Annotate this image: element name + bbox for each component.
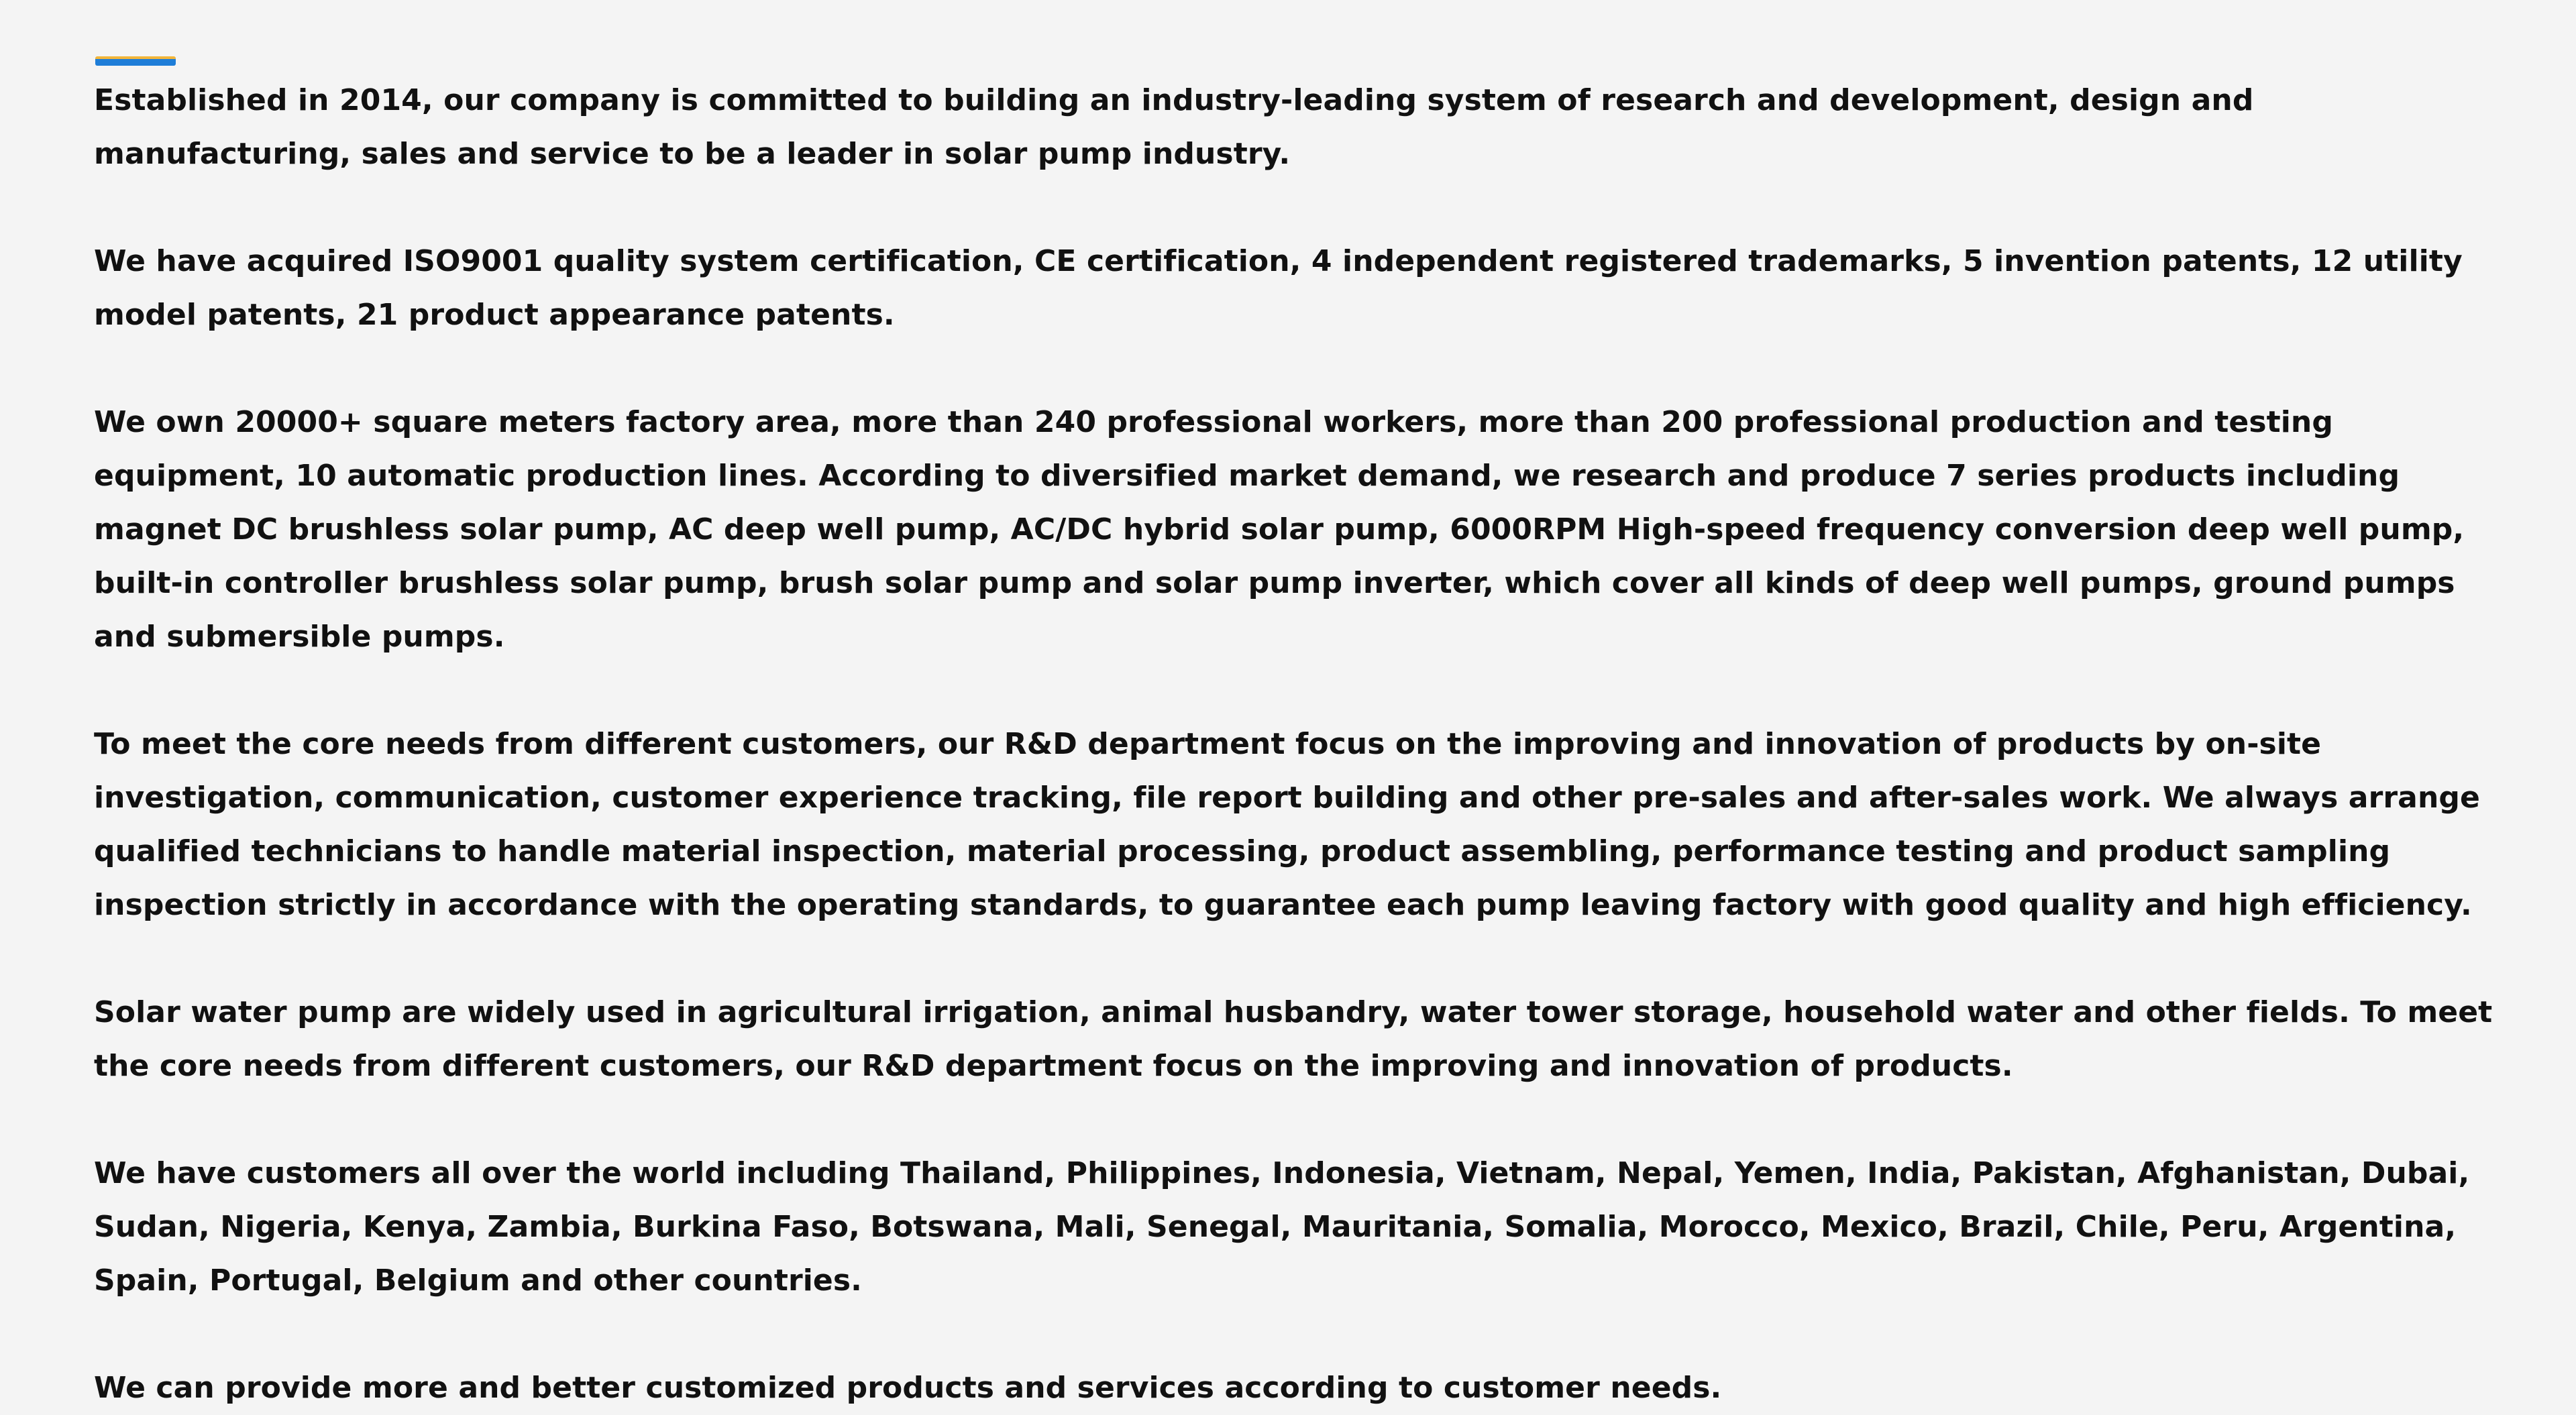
paragraph-established: Established in 2014, our company is committed to building an industry-leading system of research and development, design and manufacturing, sales and service to be a leader in solar pump industry.	[94, 83, 2254, 171]
company-description	[94, 74, 2512, 1415]
paragraph-applications: Solar water pump are widely used in agricultural irrigation, animal husbandry, water tower storage, household water and other fields. To meet the core needs from different customers, our R&D department focus on the improving and innovation of products.	[94, 995, 2493, 1083]
paragraph-global-customers: We have customers all over the world including Thailand, Philippines, Indonesia, Vietnam, Nepal, Yemen, India, Pakistan, Afghanistan, Dubai, Sudan, Nigeria, Kenya, Zambia, Burkina Faso, Botswana, Mali, Senegal, Mauritania, Somalia, Morocco, Mexico, Brazil, Chile, Peru, Argentina, Spain, Portugal, Belgium and other countries.	[94, 1156, 2470, 1298]
paragraph-certifications: We have acquired ISO9001 quality system certification, CE certification, 4 independent registered trademarks, 5 invention patents, 12 utility model patents, 21 product appearance patents.	[94, 244, 2463, 332]
paragraph-customization: We can provide more and better customized products and services according to customer needs.	[94, 1371, 1722, 1405]
section-accent-bar	[95, 56, 176, 66]
paragraph-customer-needs: To meet the core needs from different customers, our R&D department focus on the improving and innovation of products by on-site investigation, communication, customer experience tracking, file report building and other pre-sales and after-sales work. We always arrange qualified technicians to handle material inspection, material processing, product assembling, performance testing and product sampling inspection strictly in accordance with the operating standards, to guarantee each pump leaving factory with good quality and high efficiency.	[94, 727, 2480, 922]
paragraph-factory: We own 20000+ square meters factory area, more than 240 professional workers, more than 200 professional production and testing equipment, 10 automatic production lines. According to diversified market demand, we research and produce 7 series products including magnet DC brushless solar pump, AC deep well pump, AC/DC hybrid solar pump, 6000RPM High-speed frequency conversion deep well pump, built-in controller brushless solar pump, brush solar pump and solar pump inverter, which cover all kinds of deep well pumps, ground pumps and submersible pumps.	[94, 405, 2465, 654]
